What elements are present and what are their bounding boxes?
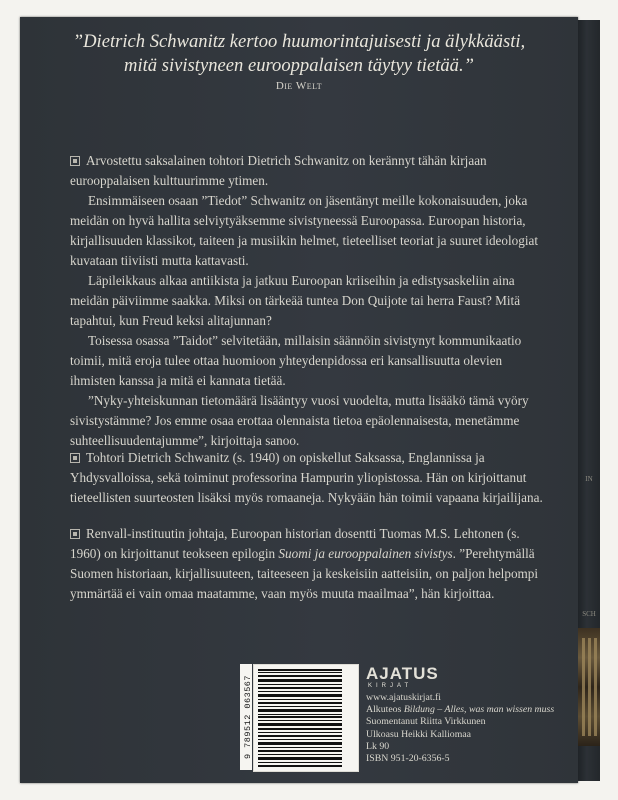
classification-line: Lk 90 bbox=[366, 740, 390, 752]
review-quote-source bbox=[40, 80, 558, 92]
publication-info bbox=[366, 692, 555, 765]
author-bio-paragraph bbox=[70, 448, 546, 508]
original-title-line bbox=[366, 704, 555, 716]
epilogue-note bbox=[70, 524, 546, 604]
epilogue-text-a: Renvall-instituutin johtaja, Euroopan historian dosentti Tuomas M.S. Lehtonen (s. 1960) on kirjoittanut teokseen epilogin bbox=[70, 526, 520, 561]
book-spine bbox=[578, 20, 600, 781]
translator-line: Suomentanut Riitta Virkkunen bbox=[366, 716, 486, 728]
original-title: Bildung – Alles, was man wissen muss bbox=[403, 704, 555, 716]
barcode-icon bbox=[258, 669, 342, 767]
spine-text-fragment-2: SCH bbox=[582, 610, 596, 618]
square-bullet-icon bbox=[70, 453, 80, 463]
review-quote bbox=[40, 30, 558, 78]
barcode-digits: 9 789512 063567 bbox=[243, 675, 253, 760]
description-paragraph-3: Läpileikkaus alkaa antiikista ja jatkuu Euroopan kriiseihin ja edistysaskeliin aina meidän päiviimme saakka. Miksi on tärkeää tuntea Don Quijote tai herra Faust? Mitä tapahtui, kun Freud keksi alitajunnan? bbox=[70, 273, 521, 328]
description-paragraph-2: Ensimmäiseen osaan ”Tiedot” Schwanitz on jäsentänyt meille kokonaisuuden, joka meidän on hyvä hallita selviytyäksemme sivistyneessä Euroopassa. Euroopan historia, kirjallisuuden klassikot, taiteen ja musiikin helmet, tieteelliset teoriat ja suuret ideologiat kuvataan tiiviisti mutta kattavasti. bbox=[70, 193, 539, 268]
description-text-1: Arvostettu saksalainen tohtori Dietrich Schwanitz on kerännyt tähän kirjaan eurooppalaisen kulttuurimme ytimen. bbox=[70, 153, 487, 188]
barcode-panel bbox=[253, 664, 359, 772]
spine-text-fragment: IN bbox=[585, 475, 593, 483]
review-quote-line-2: mitä sivistyneen eurooppalaisen täytyy tietää.” bbox=[124, 55, 474, 76]
description-paragraph-1 bbox=[70, 151, 546, 191]
publisher-name: AJATUS bbox=[366, 664, 439, 683]
description-block bbox=[70, 151, 546, 451]
isbn-vertical-label bbox=[240, 664, 252, 770]
publisher-logo bbox=[366, 665, 439, 690]
publisher-subtitle: KIRJAT bbox=[368, 683, 413, 689]
isbn-line: ISBN 951-20-6356-5 bbox=[366, 753, 450, 765]
review-quote-line-1: ”Dietrich Schwanitz kertoo huumorintajuisesti ja älykkäästi, bbox=[72, 31, 526, 52]
author-bio-text: Tohtori Dietrich Schwanitz (s. 1940) on opiskellut Saksassa, Englannissa ja Yhdysvalloissa, sekä toiminut professorina Hampurin yliopistossa. Hän on kirjoittanut tieteellisten suurteosten lisäksi myös romaaneja. Nykyään hän toimii vapaana kirjailijana. bbox=[70, 450, 543, 505]
author-bio bbox=[70, 448, 546, 508]
cover-design-line: Ulkoasu Heikki Kalliomaa bbox=[366, 728, 472, 740]
spine-emblem bbox=[578, 628, 600, 746]
epilogue-book-title: Suomi ja eurooppalainen sivistys bbox=[278, 546, 453, 561]
square-bullet-icon bbox=[70, 156, 80, 166]
description-paragraph-5: ”Nyky-yhteiskunnan tietomäärä lisääntyy vuosi vuodelta, mutta lisääkö tämä vyöry sivistystämme? Jos emme osaa erottaa olennaista tietoa epäolennaisesta, menetämme suhteellisuudentajumme”, kirjoittaja sanoo. bbox=[70, 393, 529, 448]
epilogue-paragraph bbox=[70, 524, 546, 604]
review-source-name: Die Welt bbox=[275, 80, 323, 92]
square-bullet-icon bbox=[70, 529, 80, 539]
publisher-url: www.ajatuskirjat.fi bbox=[366, 692, 441, 703]
original-title-prefix: Alkuteos bbox=[366, 704, 404, 716]
description-paragraph-4: Toisessa osassa ”Taidot” selvitetään, millaisin säännöin sivistynyt kommunikaatio toimii, mitä eroja tulee ottaa huomioon yhteydenpidossa eri kansallisuutta olevien ihmisten kanssa ja mitä ei kannata tietää. bbox=[70, 333, 522, 388]
epilogue-text-b: . ”Perehtymällä Suomen historiaan, kirjallisuuteen, taiteeseen ja keskeisiin aatteisiin, on paljon helpompi ymmärtää ei vain omaa maatamme, vaan myös muuta maailmaa”, hän kirjoittaa. bbox=[70, 546, 539, 601]
